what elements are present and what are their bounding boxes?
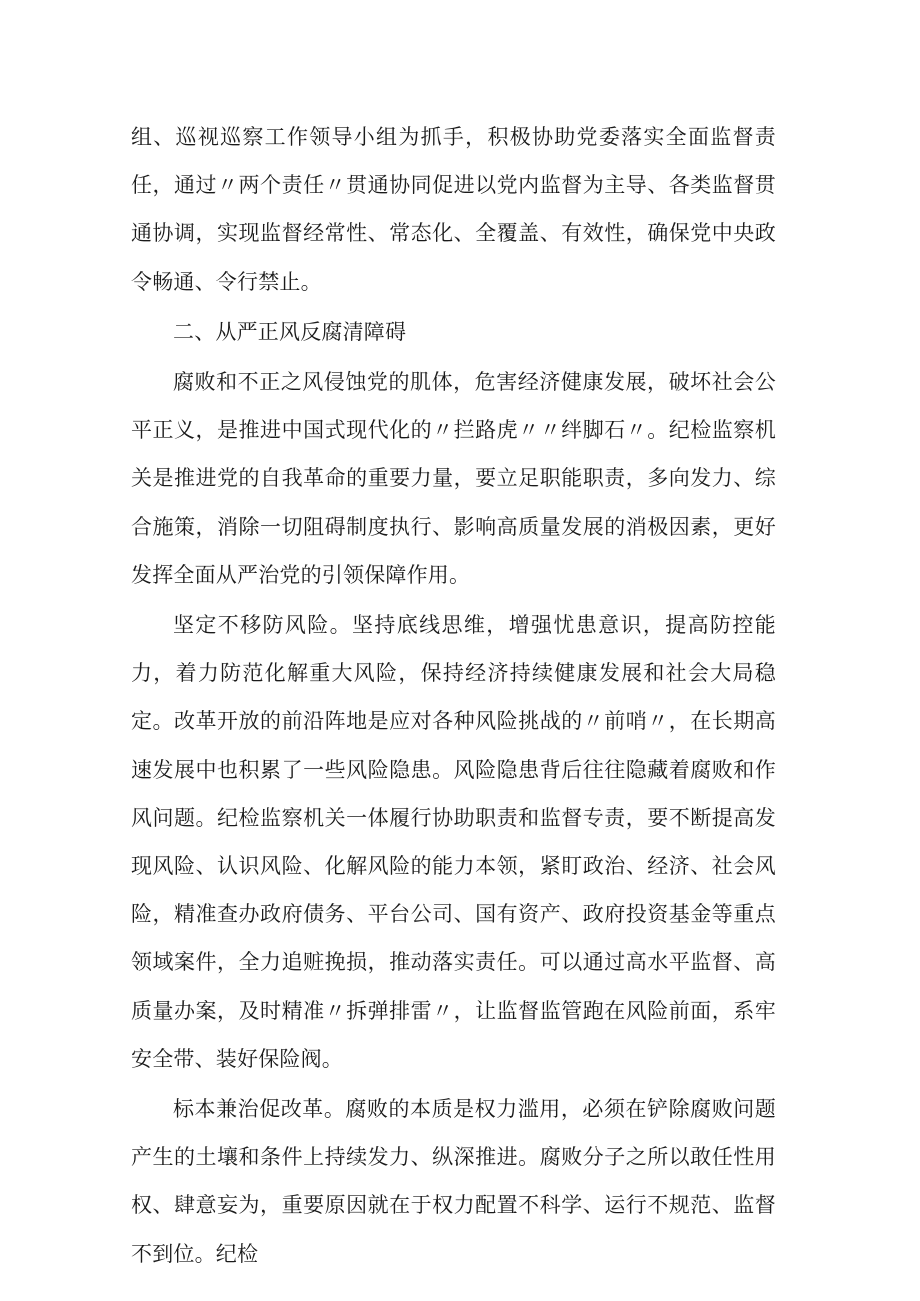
paragraph-prevent-risk: 坚定不移防风险。坚持底线思维，增强忧患意识，提高防控能力，着力防范化解重大风险，保持经济持续健康发展和社会大局稳定。改革开放的前沿阵地是应对各种风险挑战的〃前哨〃，在长期高速发展中也积累了一些风险隐患。风险隐患背后往往隐藏着腐败和作风问题。纪检监察机关一体履行协助职责和监督专责，要不断提高发现风险、认识风险、化解风险的能力本领，紧盯政治、经济、社会风险，精准查办政府债务、平台公司、国有资产、政府投资基金等重点领域案件，全力追赃挽损，推动落实责任。可以通过高水平监督、高质量办案，及时精准〃拆弹排雷〃，让监督监管跑在风险前面，系牢安全带、装好保险阀。 — [131, 613, 776, 1071]
paragraph-continuation: 组、巡视巡察工作领导小组为抓手，积极协助党委落实全面监督责任，通过〃两个责任〃贯通协同促进以党内监督为主导、各类监督贯通协调，实现监督经常性、常态化、全覆盖、有效性，确保党中央政令畅通、令行禁止。 — [131, 125, 776, 294]
paragraph-corruption-intro: 腐败和不正之风侵蚀党的肌体，危害经济健康发展，破坏社会公平正义，是推进中国式现代化的〃拦路虎〃〃绊脚石〃。纪检监察机关是推进党的自我革命的重要力量，要立足职能职责，多向发力、综合施策，消除一切阻碍制度执行、影响高质量发展的消极因素，更好发挥全面从严治党的引领保障作用。 — [131, 370, 776, 587]
document-body — [131, 113, 776, 1280]
paragraph-reform: 标本兼治促改革。腐败的本质是权力滥用，必须在铲除腐败问题产生的土壤和条件上持续发力、纵深推进。腐败分子之所以敢任性用权、肆意妄为，重要原因就在于权力配置不科学、运行不规范、监督不到位。纪检 — [131, 1097, 776, 1266]
section-heading: 二、从严正风反腐清障碍 — [173, 319, 407, 344]
